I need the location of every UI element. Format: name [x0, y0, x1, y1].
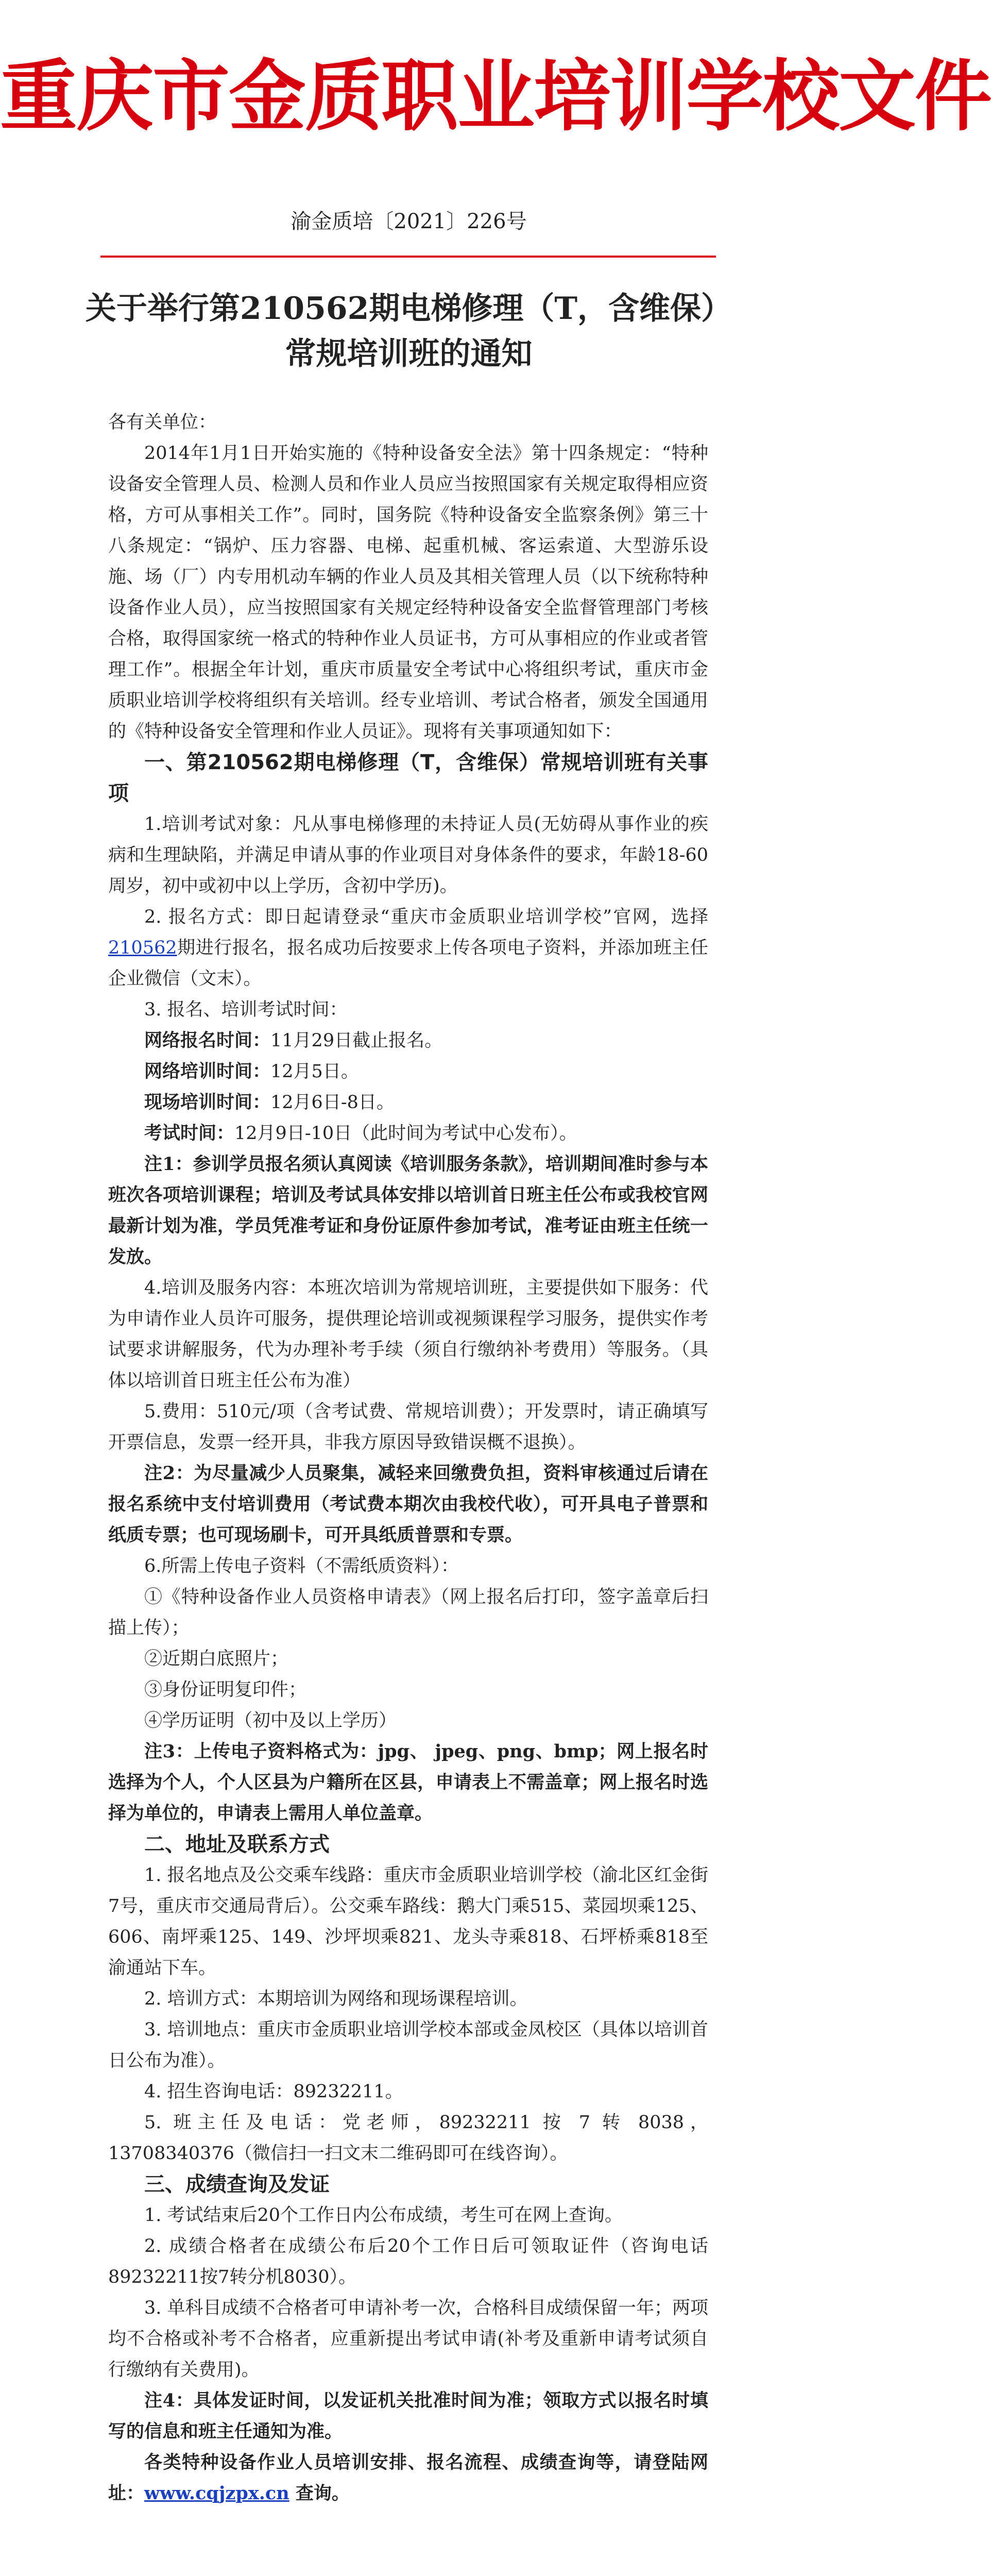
section-3-item-1: 1. 考试结束后20个工作日内公布成绩，考生可在网上查询。 — [144, 2205, 623, 2226]
note-1: 注1：参训学员报名须认真阅读《培训服务条款》，培训期间准时参与本班次各项培训课程；培训及考试具体安排以培训首日班主任公布或我校官网最新计划为准，学员凭准考证和身份证原件参加考试，准考证由班主任统一发放。 — [108, 1154, 708, 1267]
onsite-training-value: 12月6日-8日。 — [270, 1092, 395, 1113]
document-title-line-2: 常规培训班的通知 — [285, 336, 533, 372]
note-3: 注3：上传电子资料格式为：jpg、 jpeg、png、bmp；网上报名时选择为个人，个人区县为户籍所在区县，申请表上不需盖章；网上报名时选择为单位的，申请表上需用人单位盖章。 — [108, 1741, 708, 1824]
section-2-item-3: 3. 培训地点：重庆市金质职业培训学校本部或金凤校区（具体以培训首日公布为准）。 — [108, 2020, 708, 2071]
online-registration-label: 网络报名时间： — [144, 1030, 271, 1051]
document-number: 渝金质培〔2021〕226号 — [291, 210, 527, 233]
online-registration-value: 11月29日截止报名。 — [270, 1030, 443, 1051]
onsite-training-time — [108, 1087, 708, 1118]
website-text-b: 查询。 — [289, 2483, 350, 2504]
online-training-label: 网络培训时间： — [144, 1061, 271, 1082]
note-2: 注2：为尽量减少人员聚集，减轻来回缴费负担，资料审核通过后请在报名系统中支付培训费用（考试费本期次由我校代收），可开具电子普票和纸质专票；也可现场刷卡，可开具纸质普票和专票。 — [108, 1463, 708, 1546]
header-red-rule — [100, 256, 716, 258]
section-1-item-1: 1.培训考试对象：凡从事电梯修理的未持证人员(无妨碍从事作业的疾病和生理缺陷，并满足申请从事的作业项目对身体条件的要求，年龄18-60周岁，初中或初中以上学历，含初中学历)。 — [108, 814, 708, 896]
exam-time-label: 考试时间： — [144, 1123, 235, 1144]
section-2-item-2: 2. 培训方式：本期培训为网络和现场课程培训。 — [144, 1989, 528, 2009]
section-1-item-2-text-b: 期进行报名，报名成功后按要求上传各项电子资料，并添加班主任企业微信（文末）。 — [108, 938, 708, 989]
onsite-training-label: 现场培训时间： — [144, 1092, 271, 1113]
required-document-3: ③身份证明复印件； — [144, 1680, 307, 1700]
section-1-item-6: 6.所需上传电子资料（不需纸质资料）： — [144, 1556, 459, 1577]
website-text-a: 各类特种设备作业人员培训安排、报名流程、成绩查询等，请登陆网址： — [108, 2452, 708, 2504]
intro-paragraph: 2014年1月1日开始实施的《特种设备安全法》第十四条规定：“特种设备安全管理人员、检测人员和作业人员应当按照国家有关规定取得相应资格，方可从事相关工作”。同时，国务院《特种设备安全监察条例》第三十八条规定：“锅炉、压力容器、电梯、起重机械、客运索道、大型游乐设施、场（厂）内专用机动车辆的作业人员及其相关管理人员（以下统称特种设备作业人员），应当按照国家有关规定经特种设备安全监督管理部门考核合格，取得国家统一格式的特种作业人员证书，方可从事相应的作业或者管理工作”。根据全年计划，重庆市质量安全考试中心将组织考试，重庆市金质职业培训学校将组织有关培训。经专业培训、考试合格者，颁发全国通用的《特种设备安全管理和作业人员证》。现将有关事项通知如下： — [108, 443, 708, 742]
online-training-value: 12月5日。 — [270, 1061, 359, 1082]
document-title — [0, 286, 817, 377]
section-1-heading: 一、第210562期电梯修理（T，含维保）常规培训班有关事项 — [108, 751, 708, 805]
section-1-item-2 — [108, 902, 708, 994]
website-paragraph — [108, 2447, 708, 2509]
section-1-item-5: 5.费用：510元/项（含考试费、常规培训费）；开发票时，请正确填写开票信息，发票一经开具，非我方原因导致错误概不退换）。 — [108, 1401, 708, 1453]
exam-time — [108, 1118, 708, 1149]
required-document-4: ④学历证明（初中及以上学历） — [144, 1710, 397, 1731]
section-2-heading: 二、地址及联系方式 — [144, 1833, 330, 1856]
section-2-item-4: 4. 招生咨询电话：89232211。 — [144, 2081, 403, 2102]
required-document-2: ②近期白底照片； — [144, 1649, 289, 1669]
period-210562-link[interactable]: 210562 — [108, 938, 177, 958]
section-2-item-1: 1. 报名地点及公交乘车线路：重庆市金质职业培训学校（渝北区红金街7号，重庆市交通局背后）。公交乘车路线：鹅大门乘515、菜园坝乘125、606、南坪乘125、149、沙坪坝乘821、龙头寺乘818、石坪桥乘818至渝通站下车。 — [108, 1865, 708, 1978]
section-3-item-3: 3. 单科目成绩不合格者可申请补考一次，合格科目成绩保留一年；两项均不合格或补考不合格者，应重新提出考试申请(补考及重新申请考试须自行缴纳有关费用)。 — [108, 2298, 708, 2380]
note-4: 注4：具体发证时间，以发证机关批准时间为准；领取方式以报名时填写的信息和班主任通知为准。 — [108, 2390, 708, 2442]
section-2-item-5: 5. 班主任及电话：党老师，89232211 按 7 转 8038，13708340376（微信扫一扫文末二维码即可在线咨询）。 — [108, 2112, 708, 2164]
online-training-time — [108, 1056, 708, 1087]
document-title-line-1: 关于举行第210562期电梯修理（T，含维保） — [85, 291, 732, 327]
salutation: 各有关单位： — [108, 412, 217, 433]
section-3-heading: 三、成绩查询及发证 — [144, 2173, 330, 2196]
required-document-1: ①《特种设备作业人员资格申请表》（网上报名后打印，签字盖章后扫描上传）； — [108, 1587, 708, 1638]
section-1-item-4: 4.培训及服务内容：本班次培训为常规培训班，主要提供如下服务：代为申请作业人员许可服务，提供理论培训或视频课程学习服务，提供实作考试要求讲解服务，代为办理补考手续（须自行缴纳补考费用）等服务。（具体以培训首日班主任公布为准） — [108, 1278, 708, 1391]
exam-time-value: 12月9日-10日（此时间为考试中心发布）。 — [234, 1123, 577, 1144]
document-body — [108, 407, 708, 2509]
section-3-item-2: 2. 成绩合格者在成绩公布后20个工作日后可领取证件（咨询电话89232211按7转分机8030）。 — [108, 2236, 708, 2287]
section-1-item-2-text-a: 2. 报名方式：即日起请登录“重庆市金质职业培训学校”官网，选择 — [144, 907, 708, 927]
section-1-item-3: 3. 报名、培训考试时间： — [144, 999, 348, 1020]
document-header-title: 重庆市金质职业培训学校文件 — [0, 52, 991, 142]
online-registration-time — [108, 1025, 708, 1056]
website-link[interactable]: www.cqjzpx.cn — [144, 2483, 289, 2504]
